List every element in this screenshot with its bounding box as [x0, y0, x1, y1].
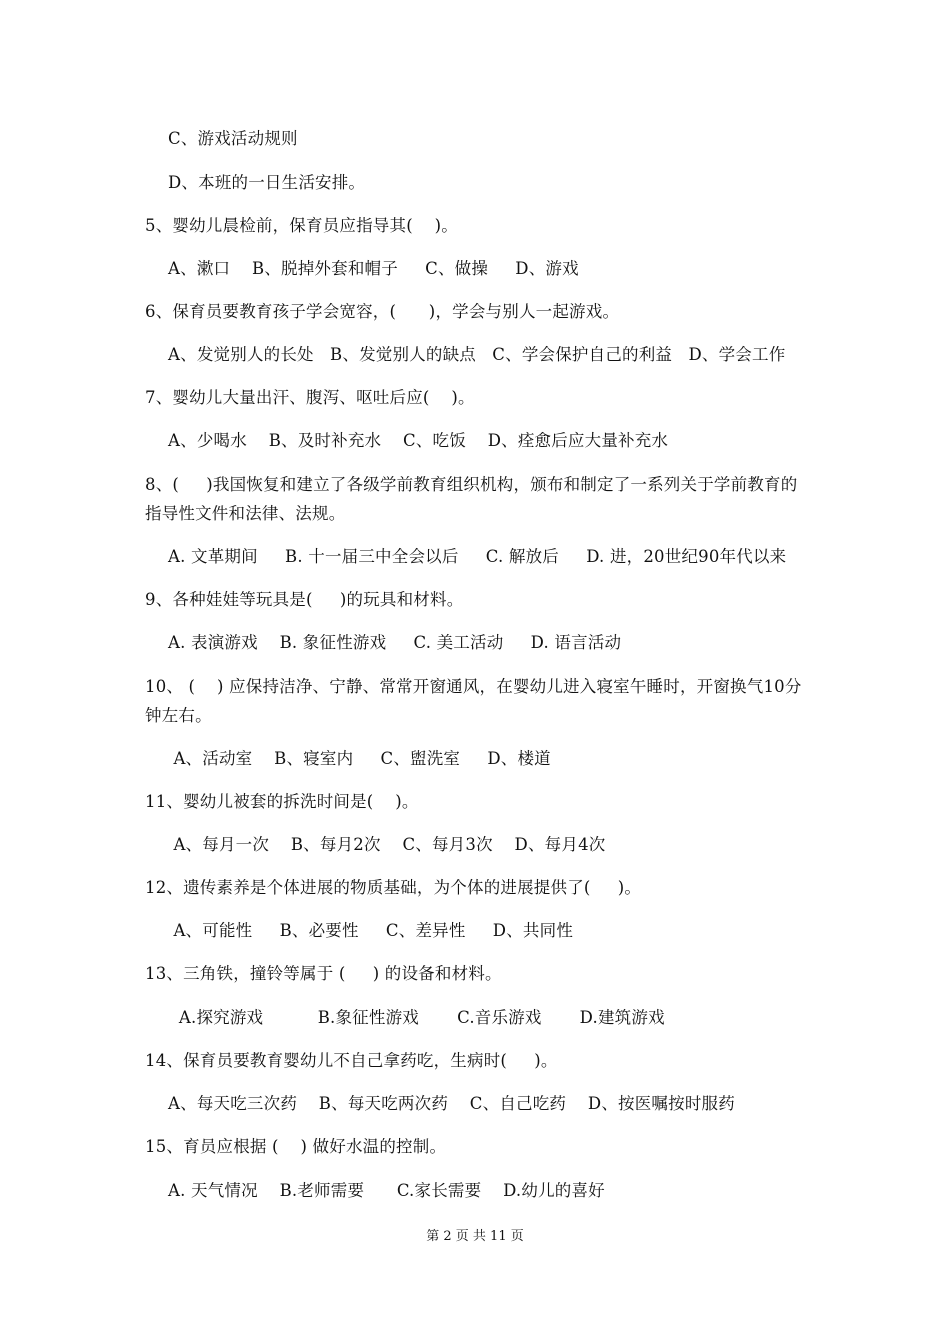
question-text: 15、育员应根据 ( ) 做好水温的控制。 — [145, 1137, 447, 1156]
question-text: 10、 ( ) 应保持洁净、宁静、常常开窗通风，在婴幼儿进入寝室午睡时，开窗换气10分 — [145, 677, 802, 696]
answer-options: C、游戏活动规则 — [168, 129, 298, 148]
answer-options: A. 天气情况 B.老师需要 C.家长需要 D.幼儿的喜好 — [168, 1181, 605, 1200]
answer-options: A、漱口 B、脱掉外套和帽子 C、做操 D、游戏 — [168, 259, 579, 278]
question-text: 11、婴幼儿被套的拆洗时间是( )。 — [145, 792, 419, 811]
question-text: 钟左右。 — [145, 706, 212, 725]
answer-options: A.探究游戏 B.象征性游戏 C.音乐游戏 D.建筑游戏 — [168, 1008, 665, 1027]
answer-options: A. 表演游戏 B. 象征性游戏 C. 美工活动 D. 语言活动 — [168, 633, 622, 652]
answer-options: A、每月一次 B、每月2次 C、每月3次 D、每月4次 — [168, 835, 606, 854]
page-footer: 第 2 页 共 11 页 — [426, 1229, 524, 1244]
question-text: 5、婴幼儿晨检前，保育员应指导其( )。 — [145, 216, 458, 235]
answer-options: A、活动室 B、寝室内 C、盥洗室 D、楼道 — [168, 749, 551, 768]
answer-options: A、少喝水 B、及时补充水 C、吃饭 D、痊愈后应大量补充水 — [168, 431, 669, 450]
question-text: 6、保育员要教育孩子学会宽容，( )，学会与别人一起游戏。 — [145, 302, 620, 321]
question-text: 13、三角铁，撞铃等属于 ( ) 的设备和材料。 — [145, 964, 502, 983]
question-text: 指导性文件和法律、法规。 — [145, 504, 346, 523]
answer-options: A、每天吃三次药 B、每天吃两次药 C、自己吃药 D、按医嘱按时服药 — [168, 1094, 735, 1113]
question-text: 9、各种娃娃等玩具是( )的玩具和材料。 — [145, 590, 464, 609]
answer-options: A、发觉别人的长处 B、发觉别人的缺点 C、学会保护自己的利益 D、学会工作 — [168, 345, 786, 364]
answer-options: A、可能性 B、必要性 C、差异性 D、共同性 — [168, 921, 574, 940]
answer-options: D、本班的一日生活安排。 — [168, 173, 366, 192]
question-text: 12、遗传素养是个体进展的物质基础，为个体的进展提供了( )。 — [145, 878, 642, 897]
question-text: 8、( )我国恢复和建立了各级学前教育组织机构，颁布和制定了一系列关于学前教育的 — [145, 475, 798, 494]
question-text: 14、保育员要教育婴幼儿不自己拿药吃，生病时( )。 — [145, 1051, 558, 1070]
question-text: 7、婴幼儿大量出汗、腹泻、呕吐后应( )。 — [145, 388, 475, 407]
answer-options: A. 文革期间 B. 十一届三中全会以后 C. 解放后 D. 进，20世纪90年代以来 — [168, 547, 787, 566]
